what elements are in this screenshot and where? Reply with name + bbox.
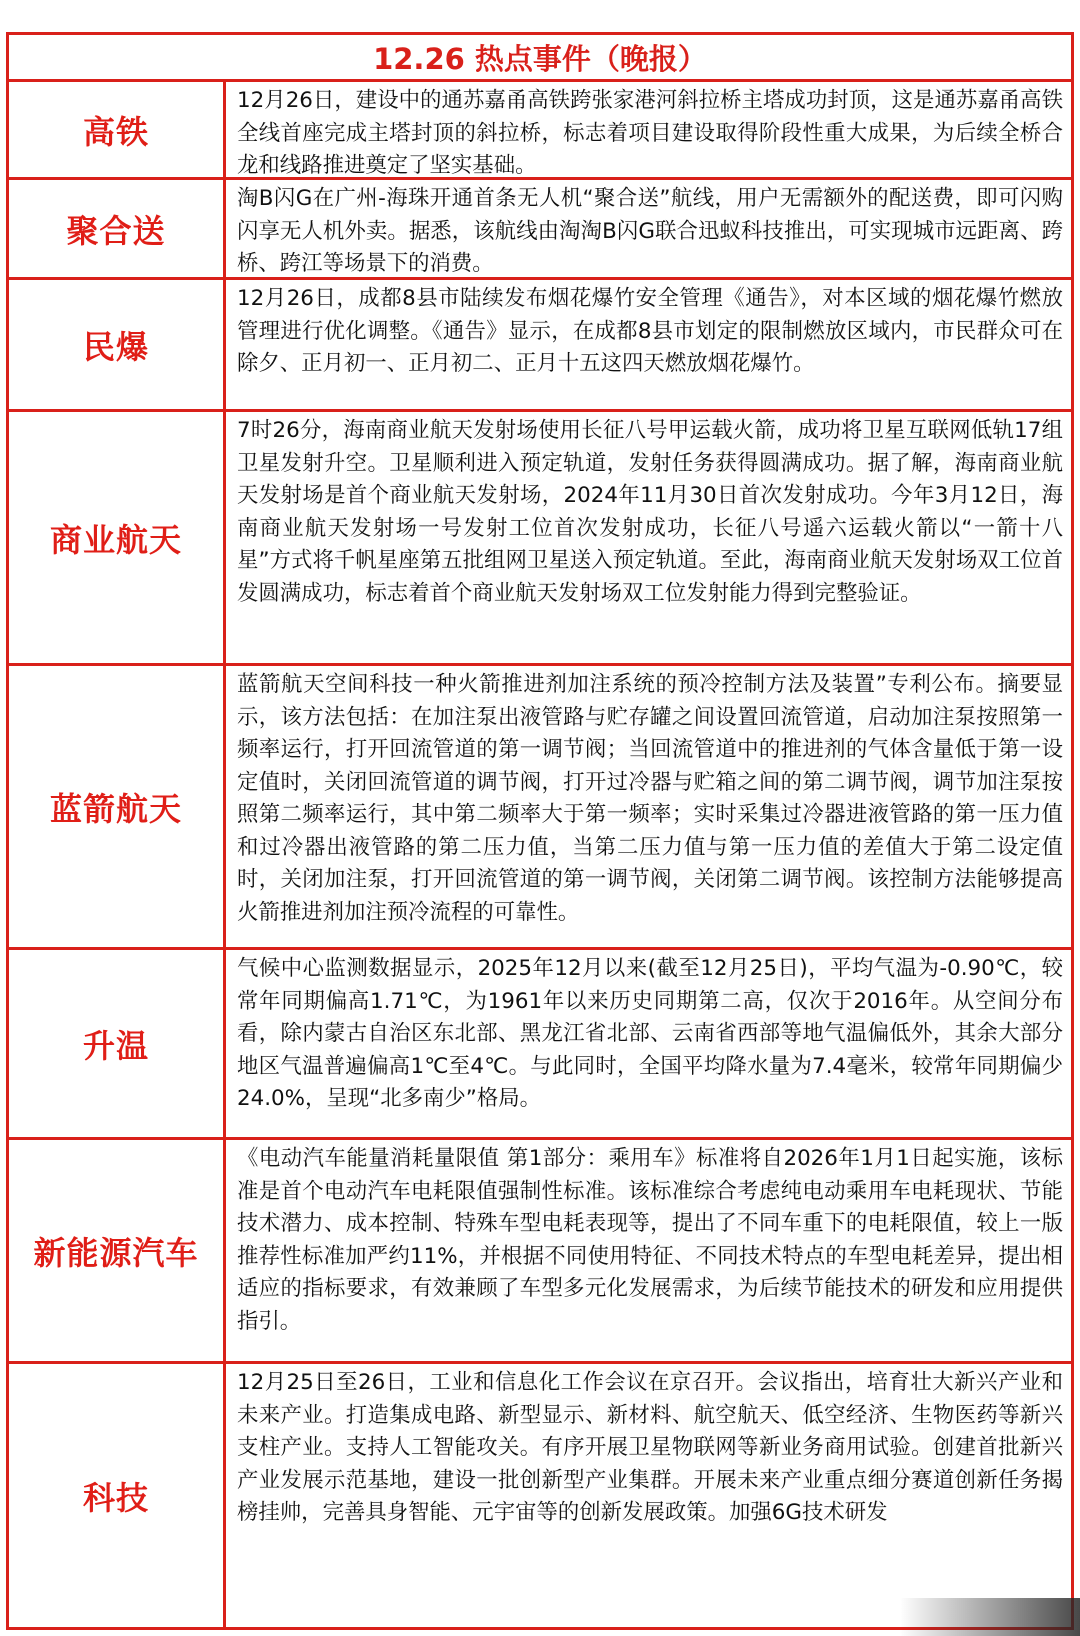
table-row <box>9 1364 1071 1627</box>
row-label: 民爆 <box>9 280 226 409</box>
row-content: 12月26日，成都8县市陆续发布烟花爆竹安全管理《通告》，对本区域的烟花爆竹燃放管理进行优化调整。《通告》显示，在成都8县市划定的限制燃放区域内，市民群众可在除夕、正月初一、正月初二、正月十五这四天燃放烟花爆竹。 <box>237 286 1063 376</box>
row-content: 7时26分，海南商业航天发射场使用长征八号甲运载火箭，成功将卫星互联网低轨17组卫星发射升空。卫星顺利进入预定轨道，发射任务获得圆满成功。据了解，海南商业航天发射场是首个商业航天发射场，2024年11月30日首次发射成功。今年3月12日，海南商业航天发射场一号发射工位首次发射成功，长征八号遥六运载火箭以“一箭十八星”方式将千帆星座第五批组网卫星送入预定轨道。至此，海南商业航天发射场双工位首发圆满成功，标志着首个商业航天发射场双工位发射能力得到完整验证。 <box>237 418 1063 606</box>
row-content: 《电动汽车能量消耗量限值 第1部分：乘用车》标准将自2026年1月1日起实施，该标准是首个电动汽车电耗限值强制性标准。该标准综合考虑纯电动乘用车电耗现状、节能技术潜力、成本控制、特殊车型电耗表现等，提出了不同车重下的电耗限值，较上一版推荐性标准加严约11%，并根据不同使用特征、不同技术特点的车型电耗差异，提出相适应的指标要求，有效兼顾了车型多元化发展需求，为后续节能技术的研发和应用提供指引。 <box>237 1146 1063 1334</box>
table-row <box>9 1140 1071 1364</box>
row-label: 商业航天 <box>9 412 226 663</box>
page-title: 12.26 热点事件（晚报） <box>9 35 1071 82</box>
row-content: 12月26日，建设中的通苏嘉甬高铁跨张家港河斜拉桥主塔成功封顶，这是通苏嘉甬高铁全线首座完成主塔封顶的斜拉桥，标志着项目建设取得阶段性重大成果，为后续全桥合龙和线路推进奠定了坚实基础。 <box>237 88 1063 177</box>
row-content: 12月25日至26日，工业和信息化工作会议在京召开。会议指出，培育壮大新兴产业和未来产业。打造集成电路、新型显示、新材料、航空航天、低空经济、生物医药等新兴支柱产业。支持人工智能攻关。有序开展卫星物联网等新业务商用试验。创建首批新兴产业发展示范基地，建设一批创新型产业集群。开展未来产业重点细分赛道创新任务揭榜挂帅，完善具身智能、元宇宙等的创新发展政策。加强6G技术研发 <box>237 1370 1063 1525</box>
row-content: 气候中心监测数据显示，2025年12月以来(截至12月25日)，平均气温为-0.90℃，较常年同期偏高1.71℃，为1961年以来历史同期第二高，仅次于2016年。从空间分布看，除内蒙古自治区东北部、黑龙江省北部、云南省西部等地气温偏低外，其余大部分地区气温普遍偏高1℃至4℃。与此同时，全国平均降水量为7.4毫米，较常年同期偏少24.0%，呈现“北多南少”格局。 <box>237 956 1063 1111</box>
table-row <box>9 412 1071 666</box>
table-row <box>9 180 1071 280</box>
row-label: 科技 <box>9 1364 226 1627</box>
row-content: 淘B闪G在广州-海珠开通首条无人机“聚合送”航线，用户无需额外的配送费，即可闪购闪享无人机外卖。据悉，该航线由淘淘B闪G联合迅蚁科技推出，可实现城市远距离、跨桥、跨江等场景下的消费。 <box>237 186 1063 276</box>
news-table <box>6 32 1074 1630</box>
table-row <box>9 666 1071 950</box>
table-row <box>9 950 1071 1140</box>
table-row <box>9 82 1071 180</box>
row-label: 聚合送 <box>9 180 226 277</box>
top-margin <box>0 0 1080 32</box>
table-row <box>9 280 1071 412</box>
bottom-edge-shadow <box>900 1598 1080 1636</box>
row-label: 新能源汽车 <box>9 1140 226 1361</box>
row-label: 高铁 <box>9 82 226 177</box>
row-content: 蓝箭航天空间科技一种火箭推进剂加注系统的预冷控制方法及装置”专利公布。摘要显示，该方法包括：在加注泵出液管路与贮存罐之间设置回流管道，启动加注泵按照第一频率运行，打开回流管道的第一调节阀；当回流管道中的推进剂的气体含量低于第一设定值时，关闭回流管道的调节阀，打开过冷器与贮箱之间的第二调节阀，调节加注泵按照第二频率运行，其中第二频率大于第一频率；实时采集过冷器进液管路的第一压力值和过冷器出液管路的第二压力值，当第二压力值与第一压力值的差值大于第二设定值时，关闭加注泵，打开回流管道的第一调节阀，关闭第二调节阀。该控制方法能够提高火箭推进剂加注预冷流程的可靠性。 <box>237 672 1063 925</box>
row-label: 蓝箭航天 <box>9 666 226 947</box>
row-label: 升温 <box>9 950 226 1137</box>
